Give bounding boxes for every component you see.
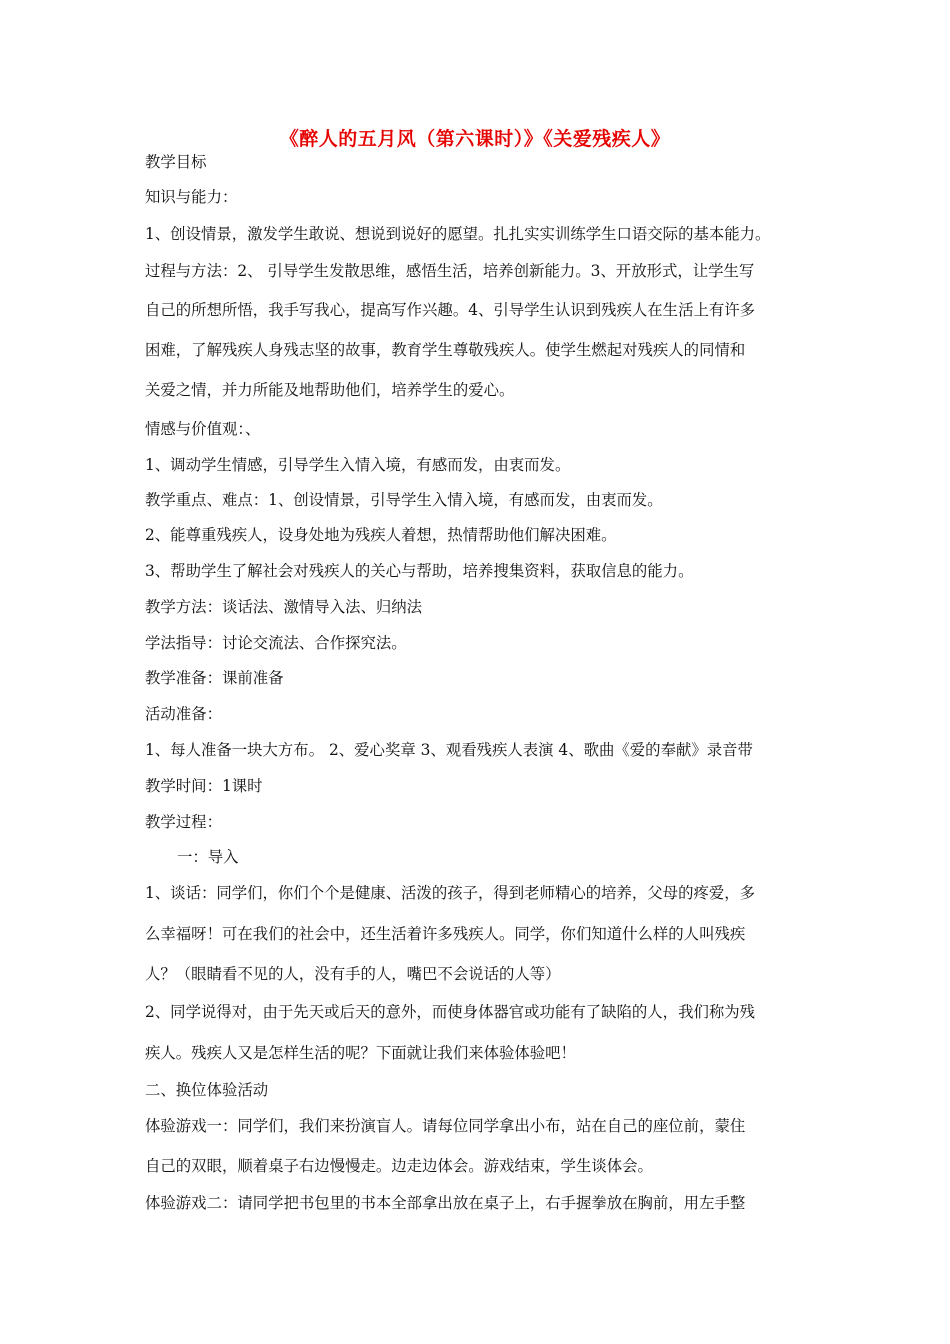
text-line: 1、创设情景，激发学生敢说、想说到说好的愿望。扎扎实实训练学生口语交际的基本能力。 bbox=[145, 225, 771, 243]
text-line: 知识与能力： bbox=[145, 188, 238, 206]
text-line: 教学准备：课前准备 bbox=[145, 669, 284, 687]
text-line: 教学时间：1课时 bbox=[145, 777, 263, 795]
text-line: 情感与价值观：、 bbox=[145, 420, 261, 438]
text-line: 2、同学说得对，由于先天或后天的意外，而使身体器官或功能有了缺陷的人，我们称为残 bbox=[145, 1003, 756, 1021]
text-line: 3、帮助学生了解社会对残疾人的关心与帮助，培养搜集资料，获取信息的能力。 bbox=[145, 562, 694, 580]
text-line: 么幸福呀！可在我们的社会中，还生活着许多残疾人。同学，你们知道什么样的人叫残疾 bbox=[145, 925, 746, 943]
text-line: 活动准备： bbox=[145, 705, 222, 723]
text-line: 教学重点、难点：1、创设情景，引导学生入情入境，有感而发，由衷而发。 bbox=[145, 491, 663, 509]
text-line: 教学方法：谈话法、激情导入法、归纳法 bbox=[145, 598, 423, 616]
text-line: 二、换位体验活动 bbox=[145, 1081, 269, 1099]
text-line: 1、谈话：同学们，你们个个是健康、活泼的孩子，得到老师精心的培养，父母的疼爱，多 bbox=[145, 884, 756, 902]
text-line: 自己的双眼，顺着桌子右边慢慢走。边走边体会。游戏结束，学生谈体会。 bbox=[145, 1157, 653, 1175]
text-line: 一：导入 bbox=[177, 848, 239, 866]
text-line: 自己的所想所悟，我手写我心，提高写作兴趣。4、引导学生认识到残疾人在生活上有许多 bbox=[145, 301, 756, 319]
text-line: 1、每人准备一块大方布。 2、爱心奖章 3、观看残疾人表演 4、歌曲《爱的奉献》录音带 bbox=[145, 741, 753, 759]
text-line: 体验游戏二：请同学把书包里的书本全部拿出放在桌子上，右手握拳放在胸前，用左手整 bbox=[145, 1194, 746, 1212]
text-line: 过程与方法：2、 引导学生发散思维，感悟生活，培养创新能力。3、开放形式，让学生写 bbox=[145, 262, 755, 280]
text-line: 学法指导：讨论交流法、合作探究法。 bbox=[145, 634, 407, 652]
text-line: 教学目标 bbox=[145, 153, 207, 171]
text-line: 1、调动学生情感，引导学生入情入境，有感而发，由衷而发。 bbox=[145, 456, 571, 474]
text-line: 关爱之情，并力所能及地帮助他们，培养学生的爱心。 bbox=[145, 381, 515, 399]
text-line: 疾人。残疾人又是怎样生活的呢？下面就让我们来体验体验吧！ bbox=[145, 1044, 576, 1062]
document-title: 《醉人的五月风（第六课时）》《关爱残疾人》 bbox=[279, 128, 671, 150]
text-line: 人？（眼睛看不见的人，没有手的人，嘴巴不会说话的人等） bbox=[145, 965, 561, 983]
text-line: 教学过程： bbox=[145, 813, 222, 831]
text-line: 困难，了解残疾人身残志坚的故事，教育学生尊敬残疾人。使学生燃起对残疾人的同情和 bbox=[145, 341, 746, 359]
text-line: 2、能尊重残疾人，设身处地为残疾人着想，热情帮助他们解决困难。 bbox=[145, 526, 617, 544]
text-line: 体验游戏一：同学们，我们来扮演盲人。请每位同学拿出小布，站在自己的座位前，蒙住 bbox=[145, 1117, 746, 1135]
